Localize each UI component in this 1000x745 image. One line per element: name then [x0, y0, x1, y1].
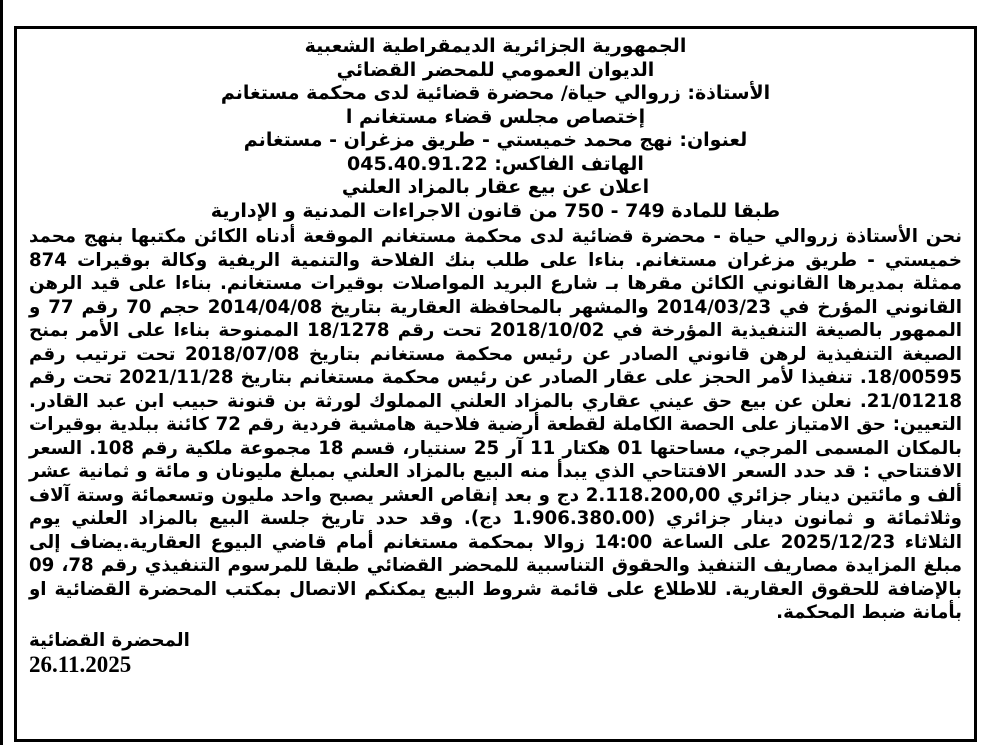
header-address: لعنوان: نهج محمد خميستي - طريق مزغران - مستغانم [243, 129, 748, 151]
page-edge-line [0, 0, 3, 745]
notice-frame [14, 26, 977, 742]
header-jurisdiction: إختصاص مجلس قضاء مستغانم ا [345, 105, 646, 128]
header-bailiff: الأستاذة: زروالي حياة/ محضرة قضائية لدى محكمة مستغانم [220, 82, 771, 104]
header-office: الديوان العمومي للمحضر القضائي [336, 58, 655, 81]
signature-date: 26.11.2025 [29, 652, 132, 677]
header-republic: الجمهورية الجزائرية الديمقراطية الشعبية [304, 35, 687, 57]
header-phone-fax: الهاتف الفاكس: 045.40.91.22 [347, 152, 644, 175]
legal-reference: طبقا للمادة 749 - 750 من قانون الاجراءات المدنية و الإدارية [210, 199, 781, 222]
signature-title: المحضرة القضائية [29, 629, 190, 651]
notice-body: نحن الأستاذة زروالي حياة - محضرة قضائية لدى محكمة مستغانم الموقعة أدناه الكائن مكتبها بنهج محمد خميستي - طريق مزغران مستغانم. بناءا على طلب بنك الفلاحة والتنمية الريفية وكالة بوقيرات 874 ممثلة بمديرها القانوني الكائن مقرها بـ شارع البريد المواصلات بوقيرات مستغانم. بناءا على قيد الرهن القانوني المؤرخ في 2014/03/23 والمشهر بالمحافظة العقارية بتاريخ 2014/04/08 حجم 70 رقم 77 و الممهور بالصيغة التنفيذية المؤرخة في 2018/10/02 تحت رقم 18/1278 الممنوحة بناءا على الأمر بمنح الصيغة التنفيذية لرهن قانوني الصادر عن رئيس محكمة مستغانم بتاريخ 2018/07/08 تحت ترتيب رقم 18/00595. تنفيذا لأمر الحجز على عقار الصادر عن رئيس محكمة مستغانم بتاريخ 2021/11/28 تحت رقم 21/01218. نعلن عن بيع حق عيني عقاري بالمزاد العلني المملوك لورثة بن قنونة حبيب ابن عبد القادر. التعيين: حق الامتياز على الحصة الكاملة لقطعة أرضية فلاحية هامشية فردية رقم 72 كائنة ببلدية بوقيرات بالمكان المسمى المرجي، مساحتها 01 هكتار 11 آر 25 سنتيار، قسم 18 مجموعة ملكية رقم 108. السعر الافتتاحي : قد حدد السعر الافتتاحي الذي يبدأ منه البيع بالمزاد العلني بمبلغ مليونان و مائة و ثمانية عشر ألف و مائتين دينار جزائري 2.118.200,00 دج و بعد إنقاص العشر يصبح واحد مليون وتسعمائة وستة آلاف وثلاثمائة و ثمانون دينار جزائري (1.906.380.00 دج). وقد حدد تاريخ جلسة البيع بالمزاد العلني يوم الثلاثاء 2025/12/23 على الساعة 14:00 زوالا بمحكمة مستغانم أمام قاضي البيوع العقارية.يضاف إلى مبلغ المزايدة مصاريف التنفيذ والحقوق التناسبية للمحضر القضائي طبقا للمرسوم التنفيذي رقم 78، 09 بالإضافة للحقوق العقارية. للاطلاع على قائمة شروط البيع يمكنكم الاتصال بمكتب المحضرة القضائية او بأمانة ضبط المحكمة. [29, 226, 963, 623]
notice-title: اعلان عن بيع عقار بالمزاد العلني [341, 176, 650, 198]
